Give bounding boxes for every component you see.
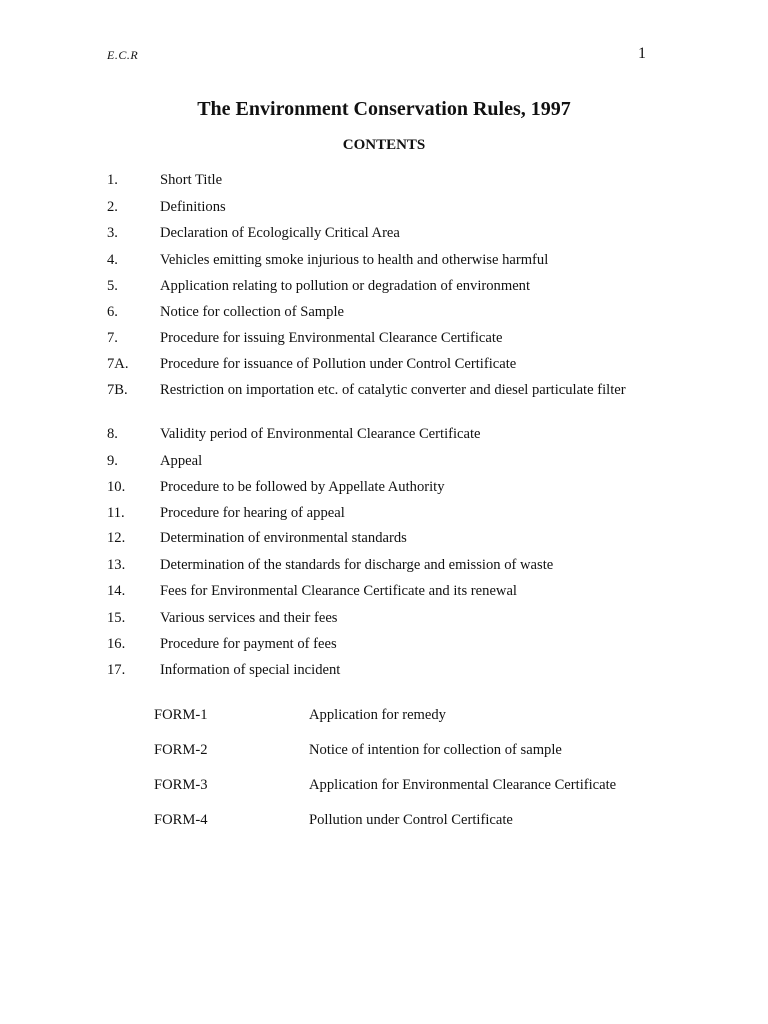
toc-item-number: 9. bbox=[107, 453, 118, 469]
toc-item-title: Procedure for hearing of appeal bbox=[160, 505, 345, 521]
form-description: Notice of intention for collection of sample bbox=[309, 742, 562, 758]
toc-item-title: Procedure for issuance of Pollution under Control Certificate bbox=[160, 356, 517, 372]
toc-item-title: Various services and their fees bbox=[160, 610, 338, 626]
toc-item-number: 13. bbox=[107, 557, 126, 573]
toc-item-number: 2. bbox=[107, 199, 118, 215]
toc-item-number: 7. bbox=[107, 330, 118, 346]
toc-item-number: 6. bbox=[107, 304, 118, 320]
toc-item-number: 16. bbox=[107, 636, 126, 652]
toc-item-title: Notice for collection of Sample bbox=[160, 304, 344, 320]
form-identifier: FORM-1 bbox=[154, 707, 208, 723]
toc-item-number: 3. bbox=[107, 225, 118, 241]
header-abbreviation: E.C.R bbox=[107, 48, 139, 62]
toc-item-title: Short Title bbox=[160, 172, 223, 188]
toc-item-title: Procedure for payment of fees bbox=[160, 636, 337, 652]
toc-item-number: 4. bbox=[107, 252, 118, 268]
toc-item-number: 11. bbox=[107, 505, 125, 521]
form-identifier: FORM-2 bbox=[154, 742, 208, 758]
toc-item-number: 12. bbox=[107, 530, 126, 546]
toc-item-title: Procedure to be followed by Appellate Authority bbox=[160, 479, 445, 495]
toc-item-number: 17. bbox=[107, 662, 126, 678]
form-description: Application for remedy bbox=[309, 707, 446, 723]
toc-item-number: 1. bbox=[107, 172, 118, 188]
toc-item-title: Definitions bbox=[160, 199, 226, 215]
form-description: Application for Environmental Clearance Certificate bbox=[309, 777, 617, 793]
toc-item-title: Declaration of Ecologically Critical Area bbox=[160, 225, 400, 241]
toc-item-title: Vehicles emitting smoke injurious to health and otherwise harmful bbox=[160, 252, 549, 268]
toc-item-number: 7A. bbox=[107, 356, 129, 372]
contents-heading: CONTENTS bbox=[342, 137, 426, 153]
form-identifier: FORM-3 bbox=[154, 777, 208, 793]
toc-item-title: Information of special incident bbox=[160, 662, 341, 678]
toc-item-title: Determination of the standards for discharge and emission of waste bbox=[160, 557, 554, 573]
toc-item-number: 10. bbox=[107, 479, 126, 495]
toc-item-number: 14. bbox=[107, 583, 126, 599]
toc-item-number: 5. bbox=[107, 278, 118, 294]
toc-item-number: 15. bbox=[107, 610, 126, 626]
page-number: 1 bbox=[638, 45, 646, 62]
toc-item-title: Application relating to pollution or degradation of environment bbox=[160, 278, 531, 294]
toc-item-title: Appeal bbox=[160, 453, 203, 469]
toc-item-title: Fees for Environmental Clearance Certificate and its renewal bbox=[160, 583, 517, 599]
toc-item-title: Determination of environmental standards bbox=[160, 530, 407, 546]
toc-item-title: Restriction on importation etc. of catalytic converter and diesel particulate filter bbox=[160, 382, 626, 398]
toc-item-title: Validity period of Environmental Clearance Certificate bbox=[160, 426, 481, 442]
toc-item-title: Procedure for issuing Environmental Clearance Certificate bbox=[160, 330, 503, 346]
toc-item-number: 8. bbox=[107, 426, 118, 442]
form-identifier: FORM-4 bbox=[154, 812, 208, 828]
toc-item-number: 7B. bbox=[107, 382, 128, 398]
document-title: The Environment Conservation Rules, 1997 bbox=[197, 98, 571, 120]
form-description: Pollution under Control Certificate bbox=[309, 812, 513, 828]
